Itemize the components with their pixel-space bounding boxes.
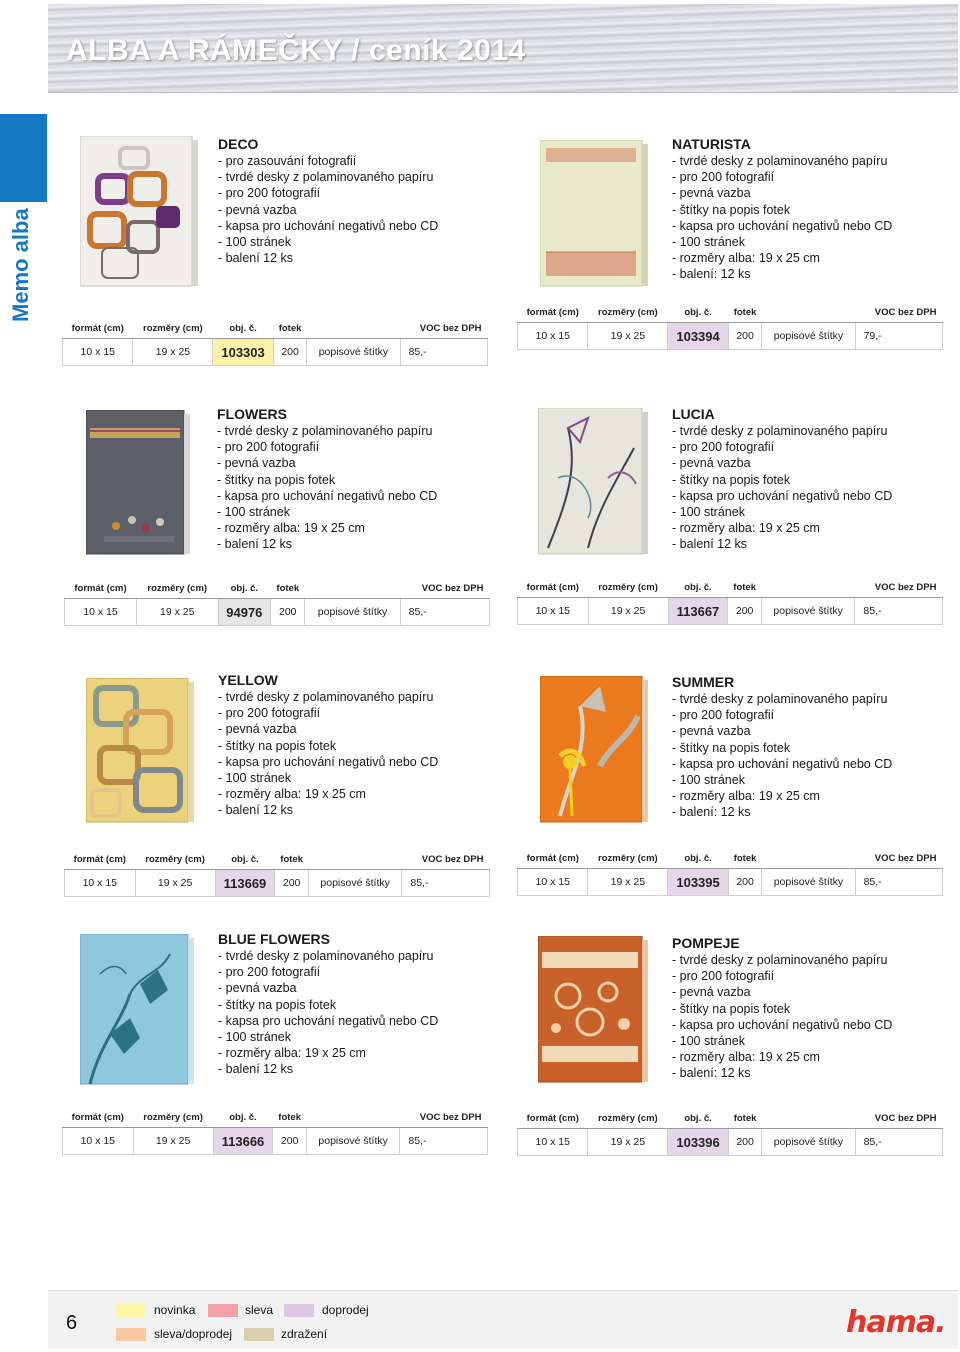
- col-header-format: formát (cm): [518, 302, 588, 323]
- hama-logo: hama.: [846, 1305, 946, 1340]
- feature-line: - pro 200 fotografií: [672, 708, 775, 723]
- product-title: NATURISTA: [672, 136, 751, 152]
- col-header-size: rozměry (cm): [133, 318, 213, 339]
- cell-format: 10 x 15: [63, 1128, 134, 1155]
- col-header-photos: fotek: [271, 578, 305, 599]
- feature-line: - pro 200 fotografií: [672, 170, 775, 185]
- col-header-labels: [307, 318, 400, 339]
- cell-size: 19 x 25: [588, 323, 668, 350]
- col-header-voc: VOC bez DPH: [402, 849, 490, 870]
- feature-line: - rozměry alba: 19 x 25 cm: [672, 521, 820, 536]
- feature-line: - pevná vazba: [218, 722, 297, 737]
- col-header-labels: [308, 849, 401, 870]
- cell-size: 19 x 25: [588, 598, 668, 625]
- col-header-format: formát (cm): [518, 848, 588, 869]
- col-header-photos: fotek: [275, 849, 309, 870]
- col-header-size: rozměry (cm): [588, 577, 668, 598]
- legend-label-novinka: novinka: [154, 1303, 196, 1317]
- feature-line: - balení: 12 ks: [672, 267, 751, 282]
- feature-line: - kapsa pro uchování negativů nebo CD: [672, 1017, 893, 1032]
- cell-labels: popisové štítky: [308, 870, 401, 897]
- col-header-obj: obj. č.: [213, 318, 274, 339]
- product-title: BLUE FLOWERS: [218, 931, 330, 947]
- cell-obj-number: 113667: [668, 598, 728, 625]
- col-header-size: rozměry (cm): [133, 1107, 213, 1128]
- feature-line: - pevná vazba: [672, 985, 751, 1000]
- cell-photos: 200: [275, 870, 309, 897]
- table-row: [63, 339, 488, 366]
- feature-line: - pro 200 fotografií: [218, 965, 321, 980]
- feature-line: - tvrdé desky z polaminovaného papíru: [218, 949, 434, 963]
- col-header-voc: VOC bez DPH: [855, 1108, 942, 1129]
- feature-line: - štítky na popis fotek: [217, 472, 336, 487]
- col-header-format: formát (cm): [65, 578, 137, 599]
- cell-format: 10 x 15: [65, 599, 137, 626]
- cell-format: 10 x 15: [518, 1129, 588, 1156]
- col-header-obj: obj. č.: [218, 578, 271, 599]
- cell-obj-number: 94976: [218, 599, 271, 626]
- col-header-size: rozměry (cm): [137, 578, 219, 599]
- cell-obj-number: 103394: [668, 323, 729, 350]
- feature-line: - pro 200 fotografií: [218, 706, 321, 721]
- feature-line: - štítky na popis fotek: [672, 740, 791, 755]
- album-image-naturista: [540, 140, 650, 290]
- col-header-labels: [762, 1108, 855, 1129]
- legend-swatch-novinka: [116, 1304, 146, 1317]
- col-header-photos: fotek: [728, 848, 761, 869]
- feature-line: - balení 12 ks: [218, 803, 294, 818]
- feature-line: - rozměry alba: 19 x 25 cm: [672, 789, 820, 804]
- feature-line: - štítky na popis fotek: [672, 472, 791, 487]
- price-table-pompeje: [517, 1108, 943, 1156]
- price-table-deco: [62, 318, 488, 366]
- cell-size: 19 x 25: [133, 1128, 213, 1155]
- cell-price: 85,-: [855, 869, 942, 896]
- album-image-pompeje: [538, 936, 650, 1086]
- cell-price: 85,-: [400, 1128, 488, 1155]
- product-title: YELLOW: [218, 672, 278, 688]
- page-header: [48, 4, 958, 93]
- legend-label-sleva: sleva: [245, 1303, 274, 1317]
- feature-line: - 100 stránek: [217, 505, 290, 520]
- cell-format: 10 x 15: [63, 339, 133, 366]
- feature-line: - pro zasouvání fotografií: [218, 154, 357, 168]
- col-header-obj: obj. č.: [668, 577, 728, 598]
- legend-swatch-doprodej: [284, 1304, 314, 1317]
- cell-format: 10 x 15: [65, 870, 136, 897]
- col-header-voc: VOC bez DPH: [400, 578, 489, 599]
- feature-line: - kapsa pro uchování negativů nebo CD: [672, 218, 893, 233]
- legend-label-sleva-doprodej: sleva/doprodej: [154, 1327, 233, 1341]
- cell-size: 19 x 25: [135, 870, 215, 897]
- page-title: ALBA A RÁMEČKY / ceník 2014: [66, 34, 526, 67]
- price-table-flowers: [64, 578, 490, 626]
- cell-labels: popisové štítky: [761, 598, 854, 625]
- product-title: FLOWERS: [217, 406, 287, 422]
- product-title: DECO: [218, 136, 259, 152]
- feature-line: - balení 12 ks: [217, 537, 293, 552]
- col-header-labels: [306, 1107, 399, 1128]
- product-info-pompeje: [672, 935, 892, 1082]
- side-tab-label: Memo alba: [8, 208, 33, 322]
- col-header-obj: obj. č.: [668, 1108, 729, 1129]
- col-header-photos: fotek: [728, 302, 761, 323]
- cell-price: 85,-: [855, 1129, 942, 1156]
- cell-photos: 200: [271, 599, 305, 626]
- col-header-obj: obj. č.: [668, 302, 729, 323]
- col-header-obj: obj. č.: [215, 849, 275, 870]
- cell-price: 79,-: [855, 323, 942, 350]
- cell-format: 10 x 15: [518, 323, 588, 350]
- cell-labels: popisové štítky: [762, 1129, 855, 1156]
- price-table-yellow: [64, 849, 490, 897]
- feature-line: - kapsa pro uchování negativů nebo CD: [218, 1013, 439, 1028]
- feature-line: - rozměry alba: 19 x 25 cm: [672, 251, 820, 266]
- feature-line: - pevná vazba: [218, 981, 297, 996]
- col-header-format: formát (cm): [63, 318, 133, 339]
- feature-line: - kapsa pro uchování negativů nebo CD: [672, 488, 893, 503]
- product-info-naturista: [672, 136, 892, 283]
- product-title: SUMMER: [672, 674, 735, 690]
- feature-line: - rozměry alba: 19 x 25 cm: [218, 1046, 366, 1061]
- page-footer: [48, 1290, 958, 1349]
- product-info-deco: [218, 136, 438, 266]
- legend-label-doprodej: doprodej: [322, 1303, 369, 1317]
- price-table-lucia: [517, 577, 943, 625]
- feature-line: - 100 stránek: [218, 1030, 291, 1045]
- page-number: 6: [66, 1312, 78, 1334]
- cell-labels: popisové štítky: [762, 869, 855, 896]
- product-title: LUCIA: [672, 406, 715, 422]
- col-header-obj: obj. č.: [668, 848, 729, 869]
- feature-line: - kapsa pro uchování negativů nebo CD: [672, 756, 893, 771]
- product-info-lucia: [672, 406, 892, 553]
- price-table-blue-flowers: [62, 1107, 488, 1155]
- feature-line: - tvrdé desky z polaminovaného papíru: [218, 170, 434, 185]
- feature-line: - balení 12 ks: [218, 251, 294, 266]
- col-header-photos: fotek: [273, 318, 306, 339]
- feature-line: - pro 200 fotografií: [672, 440, 775, 455]
- cell-photos: 200: [728, 598, 762, 625]
- feature-line: - kapsa pro uchování negativů nebo CD: [218, 754, 439, 769]
- col-header-voc: VOC bez DPH: [855, 577, 943, 598]
- cell-format: 10 x 15: [518, 869, 588, 896]
- legend-swatch-zdrazeni: [244, 1328, 274, 1341]
- col-header-photos: fotek: [273, 1107, 307, 1128]
- product-title: POMPEJE: [672, 935, 740, 951]
- feature-line: - rozměry alba: 19 x 25 cm: [672, 1050, 820, 1065]
- col-header-size: rozměry (cm): [135, 849, 215, 870]
- cell-size: 19 x 25: [588, 869, 668, 896]
- feature-line: - tvrdé desky z polaminovaného papíru: [218, 690, 434, 704]
- feature-line: - rozměry alba: 19 x 25 cm: [217, 521, 365, 536]
- cell-price: 85,-: [400, 339, 487, 366]
- cell-labels: popisové štítky: [307, 339, 400, 366]
- feature-line: - 100 stránek: [218, 771, 291, 786]
- feature-line: - 100 stránek: [672, 1034, 745, 1049]
- feature-line: - štítky na popis fotek: [218, 997, 337, 1012]
- legend-swatch-sleva: [208, 1304, 238, 1317]
- cell-labels: popisové štítky: [305, 599, 400, 626]
- cell-size: 19 x 25: [133, 339, 213, 366]
- cell-photos: 200: [728, 1129, 761, 1156]
- col-header-voc: VOC bez DPH: [855, 848, 942, 869]
- col-header-voc: VOC bez DPH: [400, 1107, 488, 1128]
- price-table-summer: [517, 848, 943, 896]
- feature-line: - rozměry alba: 19 x 25 cm: [218, 787, 366, 802]
- col-header-obj: obj. č.: [213, 1107, 273, 1128]
- cell-photos: 200: [728, 323, 761, 350]
- col-header-labels: [305, 578, 400, 599]
- cell-obj-number: 113666: [213, 1128, 273, 1155]
- table-row: [65, 599, 490, 626]
- side-tab-marker: [0, 114, 47, 202]
- col-header-format: formát (cm): [518, 577, 589, 598]
- legend-swatch-sleva-doprodej: [116, 1328, 146, 1341]
- feature-line: - pro 200 fotografií: [217, 440, 320, 455]
- col-header-size: rozměry (cm): [588, 302, 668, 323]
- col-header-size: rozměry (cm): [588, 1108, 668, 1129]
- feature-line: - tvrdé desky z polaminovaného papíru: [217, 424, 433, 438]
- col-header-labels: [761, 577, 854, 598]
- table-row: [518, 869, 943, 896]
- cell-price: 85,-: [402, 870, 490, 897]
- feature-line: - kapsa pro uchování negativů nebo CD: [218, 218, 439, 233]
- cell-size: 19 x 25: [588, 1129, 668, 1156]
- feature-line: - štítky na popis fotek: [672, 1001, 791, 1016]
- product-info-yellow: [218, 672, 438, 819]
- cell-labels: popisové štítky: [306, 1128, 399, 1155]
- album-image-summer: [540, 676, 650, 826]
- feature-line: - balení 12 ks: [672, 537, 748, 552]
- col-header-size: rozměry (cm): [588, 848, 668, 869]
- feature-line: - pro 200 fotografií: [218, 186, 321, 201]
- feature-line: - kapsa pro uchování negativů nebo CD: [217, 488, 438, 503]
- table-row: [518, 598, 943, 625]
- album-image-lucia: [538, 408, 650, 558]
- cell-price: 85,-: [400, 599, 489, 626]
- album-image-deco: [80, 136, 200, 288]
- feature-line: - pevná vazba: [672, 724, 751, 739]
- legend-label-zdrazeni: zdražení: [281, 1327, 328, 1341]
- col-header-voc: VOC bez DPH: [400, 318, 487, 339]
- feature-line: - 100 stránek: [672, 235, 745, 250]
- feature-line: - štítky na popis fotek: [672, 202, 791, 217]
- album-image-yellow: [86, 678, 196, 826]
- feature-line: - tvrdé desky z polaminovaného papíru: [672, 953, 888, 967]
- cell-obj-number: 103395: [668, 869, 729, 896]
- feature-line: - tvrdé desky z polaminovaného papíru: [672, 424, 888, 438]
- feature-line: - pevná vazba: [217, 456, 296, 471]
- feature-line: - pro 200 fotografií: [672, 969, 775, 984]
- table-row: [65, 870, 490, 897]
- side-tab: [0, 114, 47, 324]
- feature-line: - tvrdé desky z polaminovaného papíru: [672, 154, 888, 168]
- table-row: [518, 1129, 943, 1156]
- cell-photos: 200: [273, 1128, 307, 1155]
- cell-size: 19 x 25: [137, 599, 219, 626]
- col-header-photos: fotek: [728, 577, 762, 598]
- feature-line: - tvrdé desky z polaminovaného papíru: [672, 692, 888, 706]
- col-header-format: formát (cm): [518, 1108, 588, 1129]
- col-header-voc: VOC bez DPH: [855, 302, 942, 323]
- table-row: [63, 1128, 488, 1155]
- feature-line: - balení: 12 ks: [672, 805, 751, 820]
- feature-line: - balení: 12 ks: [672, 1066, 751, 1081]
- cell-price: 85,-: [855, 598, 943, 625]
- price-table-naturista: [517, 302, 943, 350]
- cell-obj-number: 113669: [215, 870, 275, 897]
- feature-line: - pevná vazba: [672, 186, 751, 201]
- col-header-format: formát (cm): [65, 849, 136, 870]
- product-info-blue-flowers: [218, 931, 438, 1078]
- cell-obj-number: 103303: [213, 339, 274, 366]
- cell-photos: 200: [273, 339, 306, 366]
- album-image-blue-flowers: [80, 934, 196, 1086]
- col-header-labels: [762, 848, 855, 869]
- product-info-summer: [672, 674, 892, 821]
- cell-photos: 200: [728, 869, 761, 896]
- cell-labels: popisové štítky: [762, 323, 855, 350]
- album-image-flowers: [86, 410, 192, 556]
- feature-line: - 100 stránek: [672, 505, 745, 520]
- col-header-format: formát (cm): [63, 1107, 134, 1128]
- col-header-labels: [762, 302, 855, 323]
- feature-line: - pevná vazba: [672, 456, 751, 471]
- feature-line: - 100 stránek: [218, 235, 291, 250]
- feature-line: - balení 12 ks: [218, 1062, 294, 1077]
- feature-line: - pevná vazba: [218, 202, 297, 217]
- cell-format: 10 x 15: [518, 598, 589, 625]
- table-row: [518, 323, 943, 350]
- feature-line: - 100 stránek: [672, 773, 745, 788]
- cell-obj-number: 103396: [668, 1129, 729, 1156]
- product-info-flowers: [217, 406, 437, 553]
- col-header-photos: fotek: [728, 1108, 761, 1129]
- feature-line: - štítky na popis fotek: [218, 738, 337, 753]
